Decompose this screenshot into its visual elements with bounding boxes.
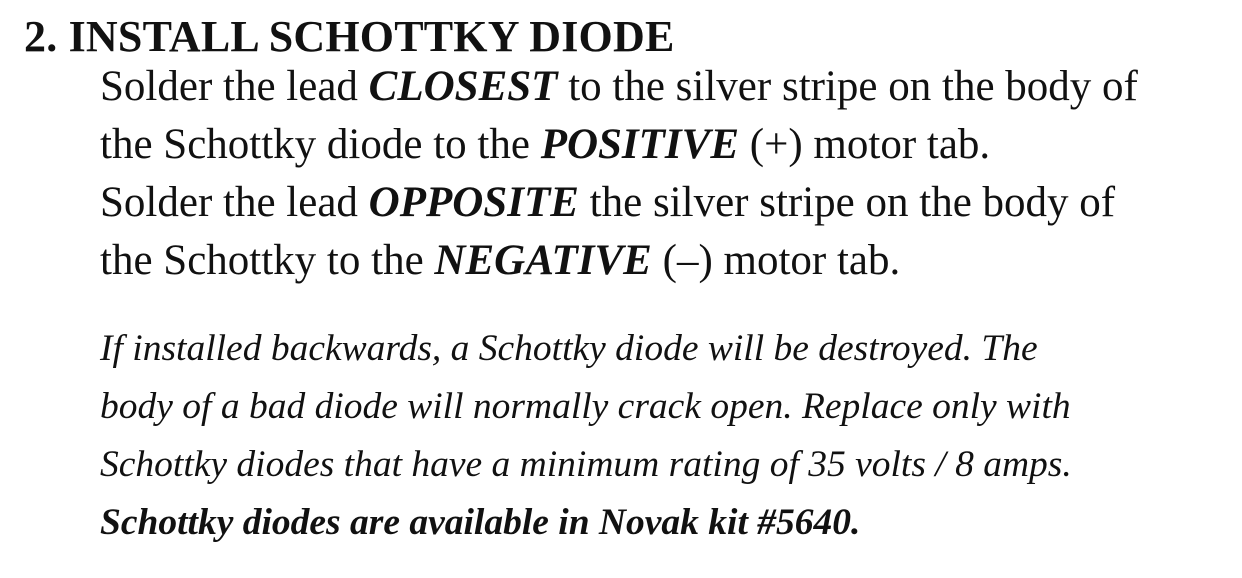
instruction-text: (–) motor tab.	[651, 237, 901, 284]
note-line-1: If installed backwards, a Schottky diode will be destroyed. The	[100, 328, 1038, 369]
instruction-text: the Schottky to the	[100, 237, 435, 284]
instruction-line-3	[100, 174, 1230, 232]
note-line-3: Schottky diodes that have a minimum rating of 35 volts / 8 amps.	[100, 444, 1072, 485]
warning-note	[100, 320, 1230, 552]
note-line-2: body of a bad diode will normally crack open. Replace only with	[100, 386, 1071, 427]
emphasis-opposite: OPPOSITE	[368, 179, 579, 226]
section-heading: 2. INSTALL SCHOTTKY DIODE	[24, 12, 675, 61]
instruction-text: the Schottky diode to the	[100, 121, 541, 168]
emphasis-negative: NEGATIVE	[434, 237, 652, 284]
instruction-line-1	[100, 58, 1230, 116]
emphasis-closest: CLOSEST	[368, 63, 558, 110]
install-instructions	[100, 58, 1230, 290]
emphasis-positive: POSITIVE	[540, 121, 740, 168]
instruction-text: (+) motor tab.	[739, 121, 991, 168]
instruction-text: the silver stripe on the body of	[578, 179, 1116, 226]
instruction-line-2	[100, 116, 1230, 174]
kit-availability-note: Schottky diodes are available in Novak kit #5640.	[100, 502, 861, 543]
instruction-line-4	[100, 232, 1230, 290]
instruction-text: Solder the lead	[100, 63, 369, 110]
instruction-text: to the silver stripe on the body of	[557, 63, 1138, 110]
instruction-text: Solder the lead	[100, 179, 369, 226]
